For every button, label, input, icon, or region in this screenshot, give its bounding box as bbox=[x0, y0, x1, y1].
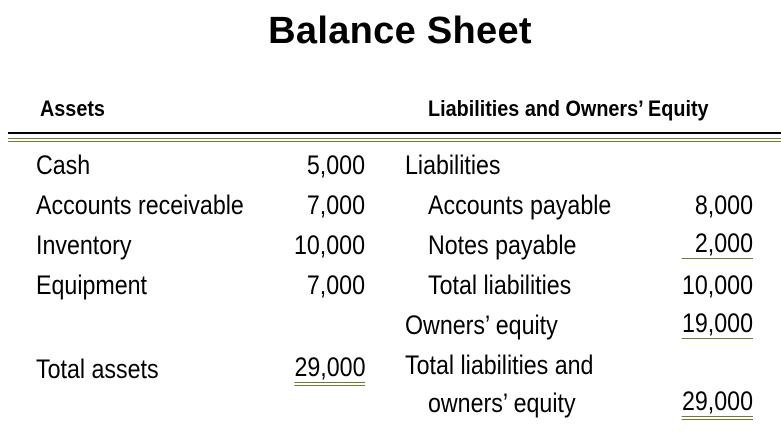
total-liabilities-label: Total liabilities bbox=[428, 270, 572, 300]
total-liabilities-equity-label-line2: owners’ equity bbox=[428, 388, 576, 418]
assets-heading: Assets bbox=[40, 96, 105, 121]
asset-value-accounts-receivable: 7,000 bbox=[306, 190, 365, 220]
header-rule-accent-1 bbox=[8, 138, 781, 139]
total-liabilities-equity-label-line1: Total liabilities and bbox=[405, 350, 594, 380]
asset-label-cash: Cash bbox=[36, 150, 91, 180]
asset-label-accounts-receivable: Accounts receivable bbox=[36, 190, 244, 220]
asset-value-inventory: 10,000 bbox=[293, 230, 365, 260]
asset-value-cash: 5,000 bbox=[306, 150, 365, 180]
asset-label-inventory: Inventory bbox=[36, 230, 132, 260]
total-liabilities-equity-value: 29,000 bbox=[682, 386, 753, 420]
total-assets-value: 29,000 bbox=[294, 352, 365, 386]
total-assets-label: Total assets bbox=[36, 354, 159, 384]
liabilities-equity-heading: Liabilities and Owners’ Equity bbox=[428, 96, 709, 121]
header-rule-thick bbox=[8, 132, 781, 134]
liability-label-accounts-payable: Accounts payable bbox=[428, 190, 612, 220]
page-title: Balance Sheet bbox=[268, 10, 532, 52]
total-liabilities-value: 10,000 bbox=[681, 270, 753, 300]
owners-equity-label: Owners’ equity bbox=[405, 310, 558, 340]
liabilities-label: Liabilities bbox=[405, 150, 501, 180]
asset-value-equipment: 7,000 bbox=[306, 270, 365, 300]
asset-label-equipment: Equipment bbox=[36, 270, 148, 300]
owners-equity-value: 19,000 bbox=[681, 308, 753, 338]
liability-label-notes-payable: Notes payable bbox=[428, 230, 577, 260]
liability-value-notes-payable: 2,000 bbox=[682, 228, 753, 259]
liability-value-accounts-payable: 8,000 bbox=[694, 190, 753, 220]
header-rule-accent-2 bbox=[8, 141, 781, 142]
